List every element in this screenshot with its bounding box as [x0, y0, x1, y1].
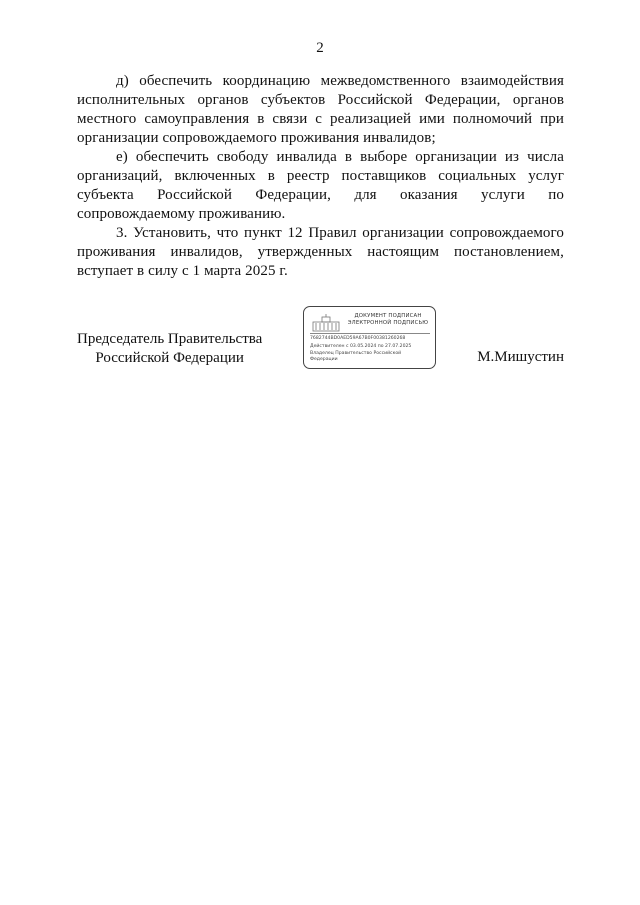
stamp-certificate: 7682744BD0AED59A67B0F00381260268 [310, 336, 406, 341]
stamp-validity: Действителен с 03.05.2024 по 27.07.2025 [310, 344, 412, 349]
signer-title-line2: Российской Федерации [95, 350, 244, 366]
electronic-signature-stamp [303, 306, 436, 369]
document-body [77, 72, 564, 281]
signer-title [77, 330, 262, 368]
stamp-divider [310, 333, 430, 334]
page-number: 2 [316, 40, 324, 56]
government-building-icon [311, 313, 341, 333]
signer-title-line1: Председатель Правительства [77, 331, 263, 347]
stamp-owner-line1: Владелец Правительство Российской [310, 351, 402, 356]
stamp-title-line1: ДОКУМЕНТ ПОДПИСАН [354, 313, 422, 319]
stamp-owner-line2: Федерации [310, 357, 338, 362]
paragraph-e: е) обеспечить свободу инвалида в выборе организации из числа организаций, включенных в реестр поставщиков социальных услуг субъекта Российской Федерации, для оказания услуги по сопровождаемому проживанию. [77, 149, 564, 222]
signer-name: М.Мишустин [477, 349, 564, 365]
stamp-title-line2: ЭЛЕКТРОННОЙ ПОДПИСЬЮ [347, 320, 429, 326]
paragraph-3: 3. Установить, что пункт 12 Правил организации сопровождаемого проживания инвалидов, утвержденных настоящим постановлением, вступает в силу с 1 марта 2025 г. [77, 225, 564, 279]
paragraph-d: д) обеспечить координацию межведомственного взаимодействия исполнительных органов субъектов Российской Федерации, органов местного самоуправления в связи с реализацией ими полномочий при организации сопровождаемого проживания инвалидов; [77, 73, 564, 146]
stamp-title [342, 313, 434, 327]
